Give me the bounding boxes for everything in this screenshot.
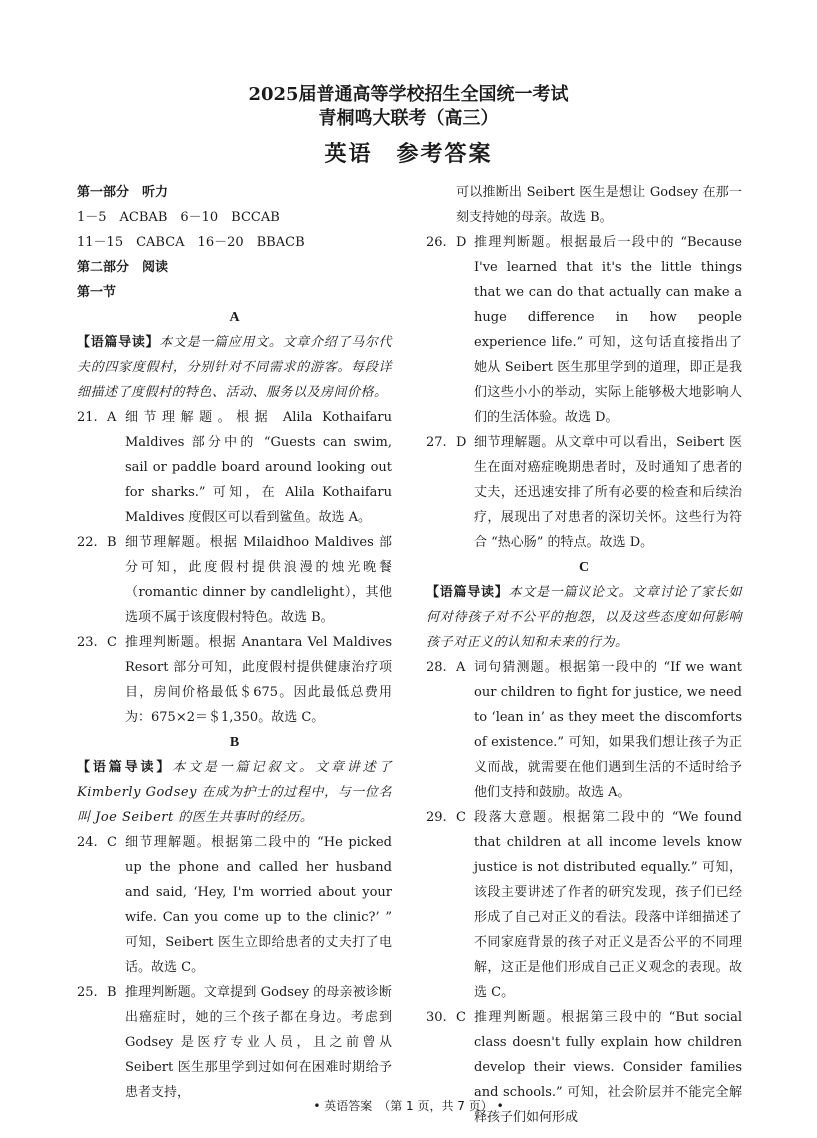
item-answer: D <box>456 235 467 250</box>
guide-tag: 【语篇导读】 <box>426 585 509 600</box>
answer-item <box>426 230 742 430</box>
page-footer: • 英语答案 （第 1 页，共 7 页） • <box>313 1099 504 1113</box>
passage-guide-b <box>77 755 392 830</box>
item-explanation: 推理判断题。根据 Anantara Vel Maldives Resort 部分可知，此度假村提供健康治疗项目，房间价格最低＄675。因此最低总费用为：675×2＝＄1,350。故选 C。 <box>125 635 392 725</box>
answer-item <box>77 630 392 730</box>
answer-item <box>426 655 742 805</box>
item-number: 24. <box>77 835 98 850</box>
item-answer: C <box>107 635 117 650</box>
passage-label-b: B <box>229 735 240 750</box>
passage-guide-c <box>426 580 742 655</box>
item-answer: C <box>107 835 117 850</box>
item-number: 22. <box>77 535 98 550</box>
answer-item <box>77 530 392 630</box>
guide-tag: 【语篇导读】 <box>77 335 160 350</box>
answer-item <box>426 805 742 1005</box>
item-answer: D <box>456 435 467 450</box>
item-explanation: 细节理解题。根据 Alila Kothaifaru Maldives 部分中的 “Guests can swim, sail or paddle board around looking out for sharks.” 可知，在 Alila Kothaifaru Maldives 度假区可以看到鲨鱼。故选 A。 <box>125 410 392 525</box>
answer-item <box>426 430 742 555</box>
item-explanation: 段落大意题。根据第二段中的 “We found that children at all income levels know justice is not distributed equally.” 可知，该段主要讲述了作者的研究发现，孩子们已经形成了自己对正义的看法。段落中详细描述了不同家庭背景的孩子对正义是否公平的不同理解，这正是他们形成自己正义观念的表现。故选 C。 <box>474 810 742 1000</box>
passage-label-a: A <box>229 310 240 325</box>
item-explanation: 推理判断题。文章提到 Godsey 的母亲被诊断出癌症时，她的三个孩子都在身边。考虑到 Godsey 是医疗专业人员，且之前曾从 Seibert 医生那里学到过如何在困难时期给予患者支持， <box>125 985 392 1100</box>
item-number: 26. <box>426 235 447 250</box>
item-explanation: 推理判断题。根据最后一段中的 “Because I've learned that it's the little things that we can do that actually can make a huge difference in how people experience life.” 可知，这句话直接指出了她从 Seibert 医生那里学到的道理，即正是我们这些小小的举动，实际上能够极大地影响人们的生活体验。故选 D。 <box>474 235 742 425</box>
item-answer: A <box>456 660 466 675</box>
part2-title: 第二部分 阅读 <box>77 260 169 275</box>
listening-answers-row-2: 11－15 CABCA 16－20 BBACB <box>77 235 305 250</box>
item-explanation: 细节理解题。从文章中可以看出，Seibert 医生在面对癌症晚期患者时，及时通知了患者的丈夫，还迅速安排了所有必要的检查和后续治疗，展现出了对患者的深切关怀。这些行为符合 “热心肠” 的特点。故选 D。 <box>474 435 742 550</box>
passage-label-c: C <box>578 560 590 575</box>
item-explanation: 细节理解题。根据 Milaidhoo Maldives 部分可知，此度假村提供浪漫的烛光晚餐（romantic dinner by candlelight），其他选项不属于该度假村特色。故选 B。 <box>125 535 392 625</box>
exam-subtitle: 青桐鸣大联考（高三） <box>318 108 499 129</box>
item-number: 29. <box>426 810 447 825</box>
item-number: 23. <box>77 635 98 650</box>
item-explanation: 词句猜测题。根据第一段中的 “If we want our children to fight for justice, we need to ‘lean in’ as they meet the discomforts of existence.” 可知，如果我们想让孩子为正义而战，就需要在他们遇到生活的不适时给予他们支持和鼓励。故选 A。 <box>474 660 742 800</box>
item-answer: B <box>107 535 117 550</box>
exam-title: 2025届普通高等学校招生全国统一考试 <box>248 84 569 105</box>
item-number: 27. <box>426 435 447 450</box>
guide-tag: 【语篇导读】 <box>77 760 173 775</box>
item-number: 28. <box>426 660 447 675</box>
item-answer: B <box>107 985 117 1000</box>
guide-text: 本文是一篇记叙文。文章讲述了 Kimberly Godsey 在成为护士的过程中，与一位名叫 Joe Seibert 的医生共事时的经历。 <box>77 760 392 825</box>
item-number: 21. <box>77 410 98 425</box>
item-answer: A <box>107 410 117 425</box>
item-25-continued: 可以推断出 Seibert 医生是想让 Godsey 在那一刻支持她的母亲。故选 B。 <box>456 185 742 225</box>
item-number: 30. <box>426 1010 447 1025</box>
item-answer: C <box>456 810 466 825</box>
item-answer: C <box>456 1010 466 1025</box>
answer-item <box>77 980 392 1105</box>
section-title: 第一节 <box>77 285 117 300</box>
item-number: 25. <box>77 985 98 1000</box>
item-explanation: 细节理解题。根据第二段中的 “He picked up the phone and called her husband and said, ‘Hey, I'm worried about your wife. Can you come up to the clinic?’ ” 可知，Seibert 医生立即给患者的丈夫打了电话。故选 C。 <box>125 835 392 975</box>
item-explanation: 推理判断题。根据第三段中的 “But social class doesn't fully explain how children develop their views. Consider families and schools.” 可知，社会阶层并不能完全解释孩子们如何形成 <box>474 1010 742 1125</box>
left-column <box>77 180 392 1105</box>
answer-item <box>77 405 392 530</box>
part1-title: 第一部分 听力 <box>77 185 169 200</box>
listening-answers-row-1: 1－5 ACBAB 6－10 BCCAB <box>77 210 280 225</box>
right-column <box>426 180 742 1130</box>
page-title: 英语 参考答案 <box>324 141 493 167</box>
passage-guide-a <box>77 330 392 405</box>
answer-item <box>77 830 392 980</box>
guide-text: 本文是一篇议论文。文章讨论了家长如何对待孩子对不公平的抱怨，以及这些态度如何影响孩子对正义的认知和未来的行为。 <box>426 585 742 650</box>
guide-text: 本文是一篇应用文。文章介绍了马尔代夫的四家度假村，分别针对不同需求的游客。每段详细描述了度假村的特色、活动、服务以及房间价格。 <box>77 335 392 400</box>
